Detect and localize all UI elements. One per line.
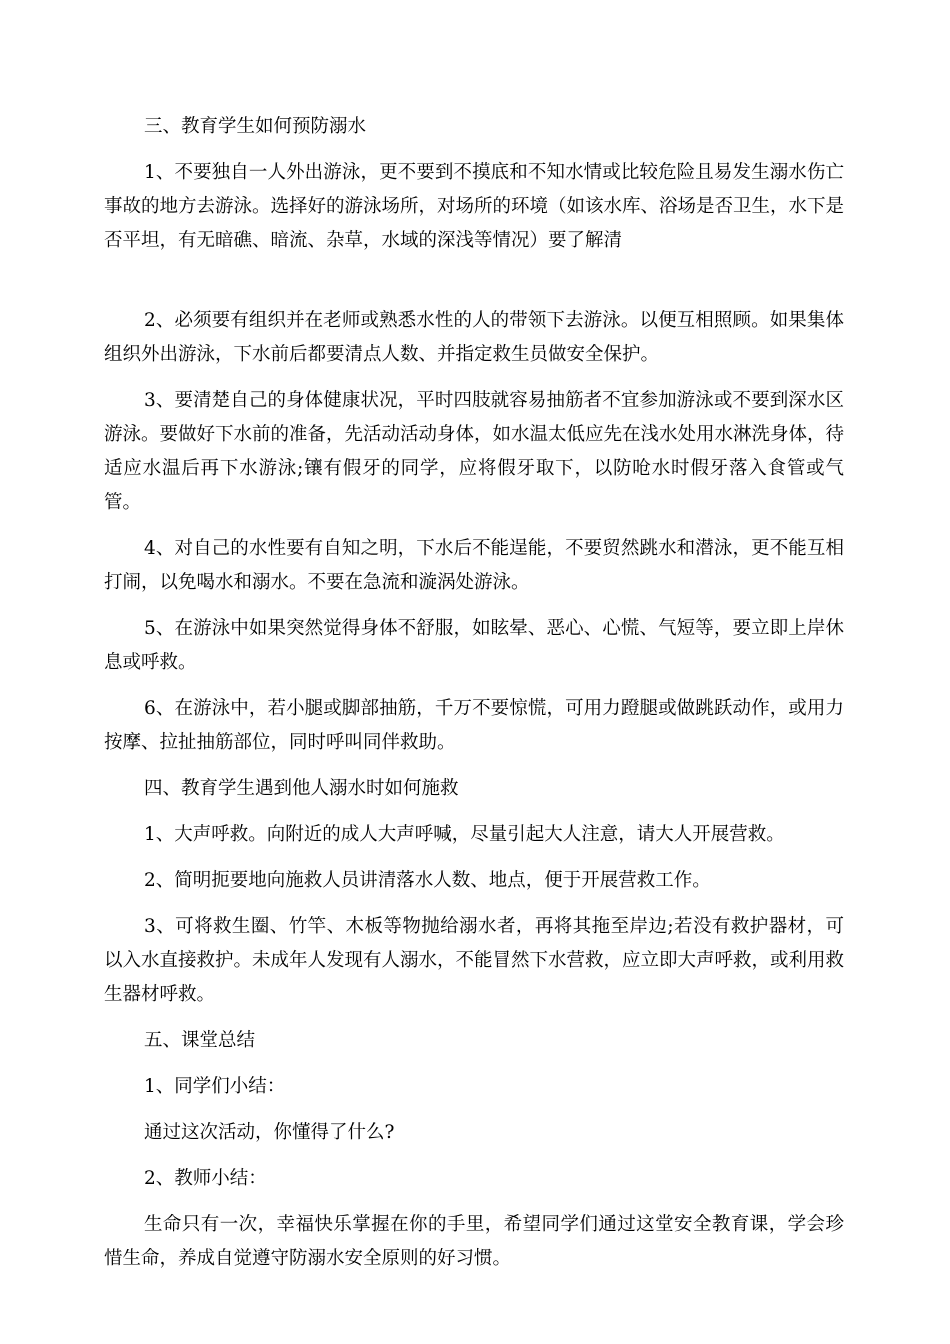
paragraph: 2、简明扼要地向施救人员讲清落水人数、地点，便于开展营救工作。 — [144, 870, 711, 891]
paragraph: 1、不要独自一人外出游泳，更不要到不摸底和不知水情或比较危险且易发生溺水伤亡事故的地方去游泳。选择好的游泳场所，对场所的环境（如该水库、浴场是否卫生，水下是否平坦，有无暗礁、暗流、杂草，水域的深浅等情况）要了解清 — [104, 162, 845, 251]
document-page — [104, 110, 844, 1276]
paragraph: 4、对自己的水性要有自知之明，下水后不能逞能，不要贸然跳水和潜泳，更不能互相打闹，以免喝水和溺水。不要在急流和漩涡处游泳。 — [104, 538, 844, 593]
paragraph: 1、同学们小结： — [144, 1076, 286, 1097]
paragraph: 生命只有一次，幸福快乐掌握在你的手里，希望同学们通过这堂安全教育课，学会珍惜生命，养成自觉遵守防溺水安全原则的好习惯。 — [104, 1214, 844, 1269]
paragraph: 3、可将救生圈、竹竿、木板等物抛给溺水者，再将其拖至岸边;若没有救护器材，可以入水直接救护。未成年人发现有人溺水，不能冒然下水营救，应立即大声呼救，或利用救生器材呼救。 — [104, 916, 845, 1005]
paragraph: 5、在游泳中如果突然觉得身体不舒服，如眩晕、恶心、心慌、气短等，要立即上岸休息或呼救。 — [104, 618, 844, 673]
paragraph: 3、要清楚自己的身体健康状况，平时四肢就容易抽筋者不宜参加游泳或不要到深水区游泳。要做好下水前的准备，先活动活动身体，如水温太低应先在浅水处用水淋洗身体，待适应水温后再下水游泳;镶有假牙的同学，应将假牙取下，以防呛水时假牙落入食管或气管。 — [104, 390, 845, 513]
paragraph: 6、在游泳中，若小腿或脚部抽筋，千万不要惊慌，可用力蹬腿或做跳跃动作，或用力按摩、拉扯抽筋部位，同时呼叫同伴救助。 — [104, 698, 844, 753]
paragraph: 2、必须要有组织并在老师或熟悉水性的人的带领下去游泳。以便互相照顾。如果集体组织外出游泳，下水前后都要清点人数、并指定救生员做安全保护。 — [104, 310, 844, 365]
section-heading-4: 四、教育学生遇到他人溺水时如何施救 — [144, 778, 459, 799]
paragraph: 2、教师小结： — [144, 1168, 267, 1189]
paragraph: 通过这次活动，你懂得了什么? — [144, 1122, 395, 1143]
section-heading-5: 五、课堂总结 — [144, 1030, 256, 1051]
section-heading-3: 三、教育学生如何预防溺水 — [144, 116, 367, 137]
paragraph: 1、大声呼救。向附近的成人大声呼喊，尽量引起大人注意，请大人开展营救。 — [144, 824, 785, 845]
